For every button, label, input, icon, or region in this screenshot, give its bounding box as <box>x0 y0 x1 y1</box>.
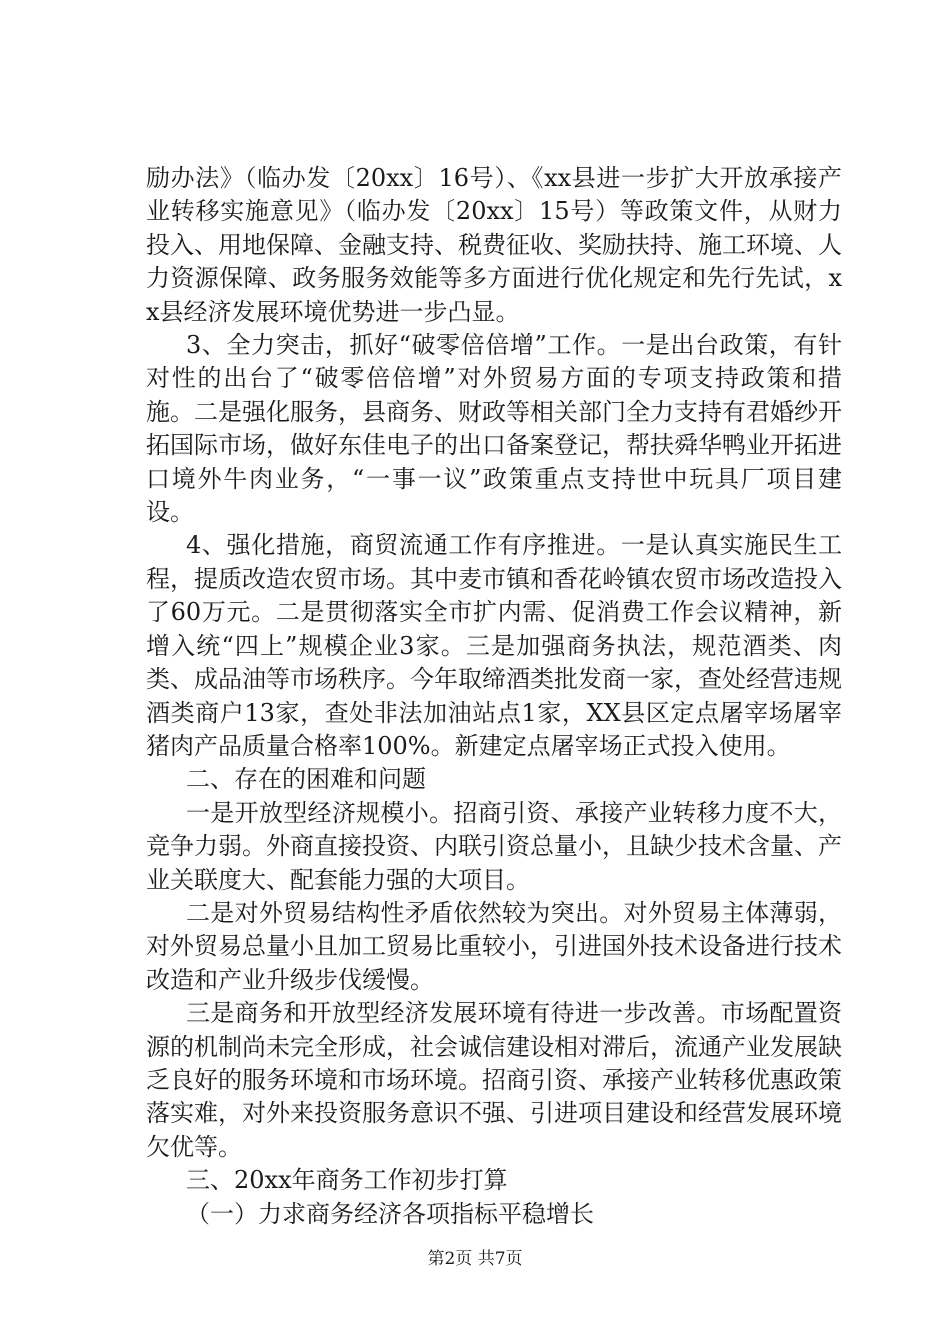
paragraph-problem-2: 二是对外贸易结构性矛盾依然较为突出。对外贸易主体薄弱，对外贸易总量小且加工贸易比重较小，引进国外技术设备进行技术改造和产业升级步伐缓慢。 <box>146 898 842 994</box>
paragraph-point-4: 4、强化措施，商贸流通工作有序推进。一是认真实施民生工程，提质改造农贸市场。其中麦市镇和香花岭镇农贸市场改造投入了60万元。二是贯彻落实全市扩内需、促消费工作会议精神，新增入统“四上”规模企业3家。三是加强商务执法，规范酒类、肉类、成品油等市场秩序。今年取缔酒类批发商一家，查处经营违规酒类商户13家，查处非法加油站点1家，XX县区定点屠宰场屠宰猪肉产品质量合格率100%。新建定点屠宰场正式投入使用。 <box>146 531 842 760</box>
paragraph-policy-continuation: 励办法》（临办发〔20xx〕16号）、《xx县进一步扩大开放承接产业转移实施意见》（临办发〔20xx〕15号）等政策文件，从财力投入、用地保障、金融支持、税费征收、奖励扶持、施工环境、人力资源保障、政务服务效能等多方面进行优化规定和先行先试，xx县经济发展环境优势进一步凸显。 <box>146 164 842 326</box>
paragraph-point-3: 3、全力突击，抓好“破零倍倍增”工作。一是出台政策，有针对性的出台了“破零倍倍增”对外贸易方面的专项支持政策和措施。二是强化服务，县商务、财政等相关部门全力支持有君婚纱开拓国际市场，做好东佳电子的出口备案登记，帮扶舜华鸭业开拓进口境外牛肉业务，“一事一议”政策重点支持世中玩具厂项目建设。 <box>146 331 842 527</box>
section-heading-plan: 三、20xx年商务工作初步打算 <box>186 1166 508 1195</box>
paragraph-problem-3: 三是商务和开放型经济发展环境有待进一步改善。市场配置资源的机制尚未完全形成，社会诚信建设相对滞后，流通产业发展缺乏良好的服务环境和市场环境。招商引资、承接产业转移优惠政策落实难，对外来投资服务意识不强、引进项目建设和经营发展环境欠优等。 <box>146 999 842 1161</box>
subsection-heading-indicators: （一）力求商务经济各项指标平稳增长 <box>186 1199 594 1228</box>
document-body <box>146 162 842 1231</box>
paragraph-problem-1: 一是开放型经济规模小。招商引资、承接产业转移力度不大，竞争力弱。外商直接投资、内联引资总量小，且缺少技术含量、产业关联度大、配套能力强的大项目。 <box>146 798 842 894</box>
page-footer: 第2页 共7页 <box>427 1249 523 1269</box>
section-heading-difficulties: 二、存在的困难和问题 <box>186 765 426 794</box>
